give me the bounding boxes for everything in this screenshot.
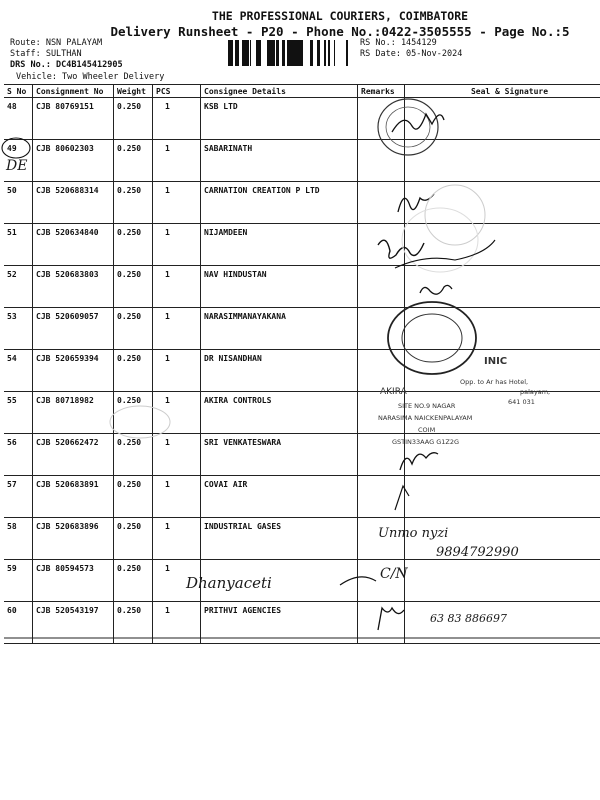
barcode-bar bbox=[289, 40, 292, 66]
row-remarks bbox=[358, 518, 405, 560]
row-signature bbox=[405, 518, 600, 560]
clinic-stamp-text: Opp. to Ar has Hotel, bbox=[460, 378, 529, 386]
row-sno: 54 bbox=[4, 350, 33, 392]
col-consignment: Consignment No bbox=[33, 85, 114, 98]
row-signature bbox=[405, 602, 600, 644]
row-sno: 60 bbox=[4, 602, 33, 644]
row-consignment-no: CJB 80602303 bbox=[33, 140, 114, 182]
company-stamp-text: COIM bbox=[418, 426, 436, 434]
barcode-bar bbox=[244, 40, 247, 66]
row-consignee: NAV HINDUSTAN bbox=[201, 266, 358, 308]
row-consignment-no: CJB 80718982 bbox=[33, 392, 114, 434]
row-pcs: 1 bbox=[153, 224, 201, 266]
row-consignment-no: CJB 520634840 bbox=[33, 224, 114, 266]
barcode-bar bbox=[250, 40, 251, 66]
row-signature bbox=[405, 308, 600, 350]
barcode-bar bbox=[310, 40, 313, 66]
clinic-stamp-text: 641 031 bbox=[508, 398, 535, 406]
clinic-stamp-text: INIC bbox=[484, 356, 508, 367]
row-pcs: 1 bbox=[153, 602, 201, 644]
col-weight: Weight bbox=[114, 85, 153, 98]
barcode-bar bbox=[328, 40, 329, 66]
row-consignment-no: CJB 520659394 bbox=[33, 350, 114, 392]
row-weight: 0.250 bbox=[114, 308, 153, 350]
row-weight: 0.250 bbox=[114, 392, 153, 434]
col-remarks: Remarks bbox=[358, 85, 405, 98]
barcode-bar bbox=[292, 40, 295, 66]
table-row bbox=[4, 602, 600, 644]
row-pcs: 1 bbox=[153, 182, 201, 224]
barcode-bar bbox=[317, 40, 320, 66]
barcode-bar bbox=[334, 40, 335, 66]
row-remarks bbox=[358, 602, 405, 644]
row-weight: 0.250 bbox=[114, 182, 153, 224]
drs-number: DRS No.: DC4B145412905 bbox=[10, 60, 123, 70]
barcode-image bbox=[228, 40, 350, 66]
row-remarks bbox=[358, 224, 405, 266]
row-sno: 50 bbox=[4, 182, 33, 224]
barcode-bar bbox=[346, 40, 348, 66]
row-pcs: 1 bbox=[153, 434, 201, 476]
barcode-bar bbox=[256, 40, 258, 66]
clinic-stamp-text: palayam, bbox=[520, 388, 551, 396]
row-consignee: KSB LTD bbox=[201, 98, 358, 140]
handwritten-name: Unmo nyzi bbox=[378, 526, 449, 541]
row-sno: 53 bbox=[4, 308, 33, 350]
row-pcs: 1 bbox=[153, 560, 201, 602]
row-pcs: 1 bbox=[153, 140, 201, 182]
company-stamp-text: AKIRA bbox=[380, 387, 407, 397]
row-consignment-no: CJB 520609057 bbox=[33, 308, 114, 350]
row-consignment-no: CJB 80594573 bbox=[33, 560, 114, 602]
rs-number: RS No.: 1454129 bbox=[360, 38, 437, 48]
row-signature bbox=[405, 182, 600, 224]
table-row bbox=[4, 434, 600, 476]
barcode-bar bbox=[287, 40, 289, 66]
handwritten-note: DE bbox=[6, 158, 28, 174]
row-sno: 48 bbox=[4, 98, 33, 140]
row-pcs: 1 bbox=[153, 518, 201, 560]
row-pcs: 1 bbox=[153, 350, 201, 392]
row-consignment-no: CJB 80769151 bbox=[33, 98, 114, 140]
row-signature bbox=[405, 98, 600, 140]
barcode-bar bbox=[242, 40, 244, 66]
row-consignment-no: CJB 520683896 bbox=[33, 518, 114, 560]
barcode-bar bbox=[276, 40, 279, 66]
row-pcs: 1 bbox=[153, 98, 201, 140]
row-weight: 0.250 bbox=[114, 560, 153, 602]
row-weight: 0.250 bbox=[114, 476, 153, 518]
row-consignee: DR NISANDHAN bbox=[201, 350, 358, 392]
row-signature bbox=[405, 476, 600, 518]
row-consignee: PRITHVI AGENCIES bbox=[201, 602, 358, 644]
handwritten-name: Dhanyaceti bbox=[186, 574, 272, 592]
row-consignment-no: CJB 520543197 bbox=[33, 602, 114, 644]
handwritten-phone: 9894792990 bbox=[436, 545, 519, 560]
staff-label: Staff: SULTHAN bbox=[10, 49, 82, 59]
row-consignment-no: CJB 520683891 bbox=[33, 476, 114, 518]
barcode-bar bbox=[296, 40, 299, 66]
table-row bbox=[4, 140, 600, 182]
row-pcs: 1 bbox=[153, 476, 201, 518]
handwritten-mark: C/N bbox=[380, 566, 408, 582]
col-signature: Seal & Signature bbox=[405, 85, 600, 98]
row-remarks bbox=[358, 350, 405, 392]
row-consignee: AKIRA CONTROLS bbox=[201, 392, 358, 434]
barcode-bar bbox=[295, 40, 296, 66]
row-signature bbox=[405, 560, 600, 602]
row-consignee: SABARINATH bbox=[201, 140, 358, 182]
table-row bbox=[4, 224, 600, 266]
row-consignee: NIJAMDEEN bbox=[201, 224, 358, 266]
row-remarks bbox=[358, 560, 405, 602]
handwritten-phone: 63 83 886697 bbox=[430, 612, 507, 625]
runsheet-table bbox=[4, 84, 600, 644]
vehicle-label: Vehicle: Two Wheeler Delivery bbox=[16, 72, 165, 82]
row-remarks bbox=[358, 182, 405, 224]
table-header-row bbox=[4, 85, 600, 98]
barcode-bar bbox=[329, 40, 330, 66]
row-consignee bbox=[201, 560, 358, 602]
row-sno: 59 bbox=[4, 560, 33, 602]
row-consignment-no: CJB 520662472 bbox=[33, 434, 114, 476]
barcode-bar bbox=[238, 40, 239, 66]
barcode-bar bbox=[259, 40, 261, 66]
runsheet-title: Delivery Runsheet - P20 - Phone No.:0422-3505555 - Page No.:5 bbox=[110, 24, 570, 39]
row-pcs: 1 bbox=[153, 308, 201, 350]
row-signature bbox=[405, 140, 600, 182]
row-remarks bbox=[358, 140, 405, 182]
col-consignee: Consignee Details bbox=[201, 85, 358, 98]
row-consignment-no: CJB 520683803 bbox=[33, 266, 114, 308]
company-stamp-text: GSTIN33AAG G1Z2G bbox=[392, 438, 460, 446]
row-sno: 52 bbox=[4, 266, 33, 308]
row-weight: 0.250 bbox=[114, 350, 153, 392]
row-remarks bbox=[358, 98, 405, 140]
row-consignee: NARASIMMANAYAKANA bbox=[201, 308, 358, 350]
col-pcs: PCS bbox=[153, 85, 201, 98]
row-sno: 55 bbox=[4, 392, 33, 434]
row-sno: 57 bbox=[4, 476, 33, 518]
row-consignee: CARNATION CREATION P LTD bbox=[201, 182, 358, 224]
row-consignee: COVAI AIR bbox=[201, 476, 358, 518]
row-sno: 51 bbox=[4, 224, 33, 266]
row-pcs: 1 bbox=[153, 392, 201, 434]
table-row bbox=[4, 98, 600, 140]
route-label: Route: NSN PALAYAM bbox=[10, 38, 103, 48]
row-sno: 56 bbox=[4, 434, 33, 476]
row-weight: 0.250 bbox=[114, 224, 153, 266]
barcode-bar bbox=[235, 40, 238, 66]
row-remarks bbox=[358, 266, 405, 308]
table-row bbox=[4, 266, 600, 308]
rs-date: RS Date: 05-Nov-2024 bbox=[360, 49, 463, 59]
row-weight: 0.250 bbox=[114, 140, 153, 182]
row-pcs: 1 bbox=[153, 266, 201, 308]
row-weight: 0.250 bbox=[114, 266, 153, 308]
row-remarks bbox=[358, 476, 405, 518]
row-signature bbox=[405, 266, 600, 308]
table-row bbox=[4, 476, 600, 518]
row-remarks bbox=[358, 308, 405, 350]
row-consignee: INDUSTRIAL GASES bbox=[201, 518, 358, 560]
row-weight: 0.250 bbox=[114, 602, 153, 644]
row-weight: 0.250 bbox=[114, 98, 153, 140]
company-stamp-text: NARASIMA NAICKENPALAYAM bbox=[378, 414, 473, 422]
barcode-bar bbox=[299, 40, 301, 66]
barcode-bar bbox=[247, 40, 249, 66]
col-sno: S No bbox=[4, 85, 33, 98]
row-consignment-no: CJB 520688314 bbox=[33, 182, 114, 224]
row-signature bbox=[405, 224, 600, 266]
row-weight: 0.250 bbox=[114, 518, 153, 560]
table-row bbox=[4, 182, 600, 224]
table-row bbox=[4, 560, 600, 602]
table-row bbox=[4, 308, 600, 350]
barcode-bar bbox=[301, 40, 303, 66]
row-sno: 58 bbox=[4, 518, 33, 560]
row-weight: 0.250 bbox=[114, 434, 153, 476]
row-consignee: SRI VENKATESWARA bbox=[201, 434, 358, 476]
barcode-bar bbox=[232, 40, 233, 66]
barcode-bar bbox=[272, 40, 275, 66]
barcode-bar bbox=[269, 40, 272, 66]
company-stamp-text: SITE NO.9 NAGAR bbox=[398, 402, 456, 410]
row-sno: 49 bbox=[4, 140, 33, 182]
barcode-bar bbox=[282, 40, 285, 66]
row-remarks bbox=[358, 392, 405, 434]
barcode-bar bbox=[258, 40, 259, 66]
company-name: THE PROFESSIONAL COURIERS, COIMBATORE bbox=[211, 9, 469, 23]
barcode-bar bbox=[324, 40, 326, 66]
table-row bbox=[4, 518, 600, 560]
barcode-bar bbox=[267, 40, 269, 66]
barcode-bar bbox=[230, 40, 232, 66]
barcode-bar bbox=[228, 40, 230, 66]
